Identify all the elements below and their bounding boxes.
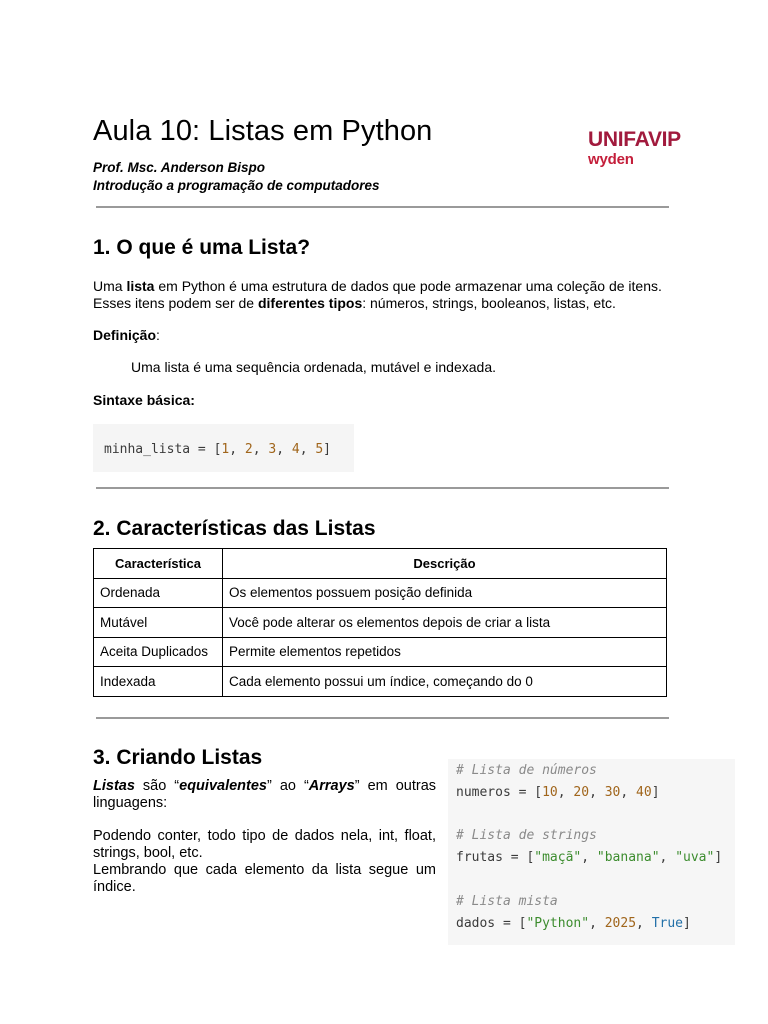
table-header-row: [94, 549, 667, 579]
code-comment: # Lista de strings: [456, 828, 597, 843]
logo-wordmark: UNIFAVIP: [588, 128, 681, 151]
section3-p3: Lembrando que cada elemento da lista segue um índice.: [93, 862, 436, 895]
code-line: minha_lista = [1, 2, 3, 4, 5]: [104, 442, 331, 457]
code-line: dados = ["Python", 2025, True]: [456, 916, 691, 931]
author-line: Prof. Msc. Anderson Bispo: [93, 160, 266, 175]
divider: [96, 717, 669, 719]
table-cell: Aceita Duplicados: [94, 637, 223, 667]
code-comment: # Lista de números: [456, 763, 597, 778]
section1-heading: 1. O que é uma Lista?: [93, 236, 311, 259]
table-row: [94, 578, 667, 608]
code-line: numeros = [10, 20, 30, 40]: [456, 785, 660, 800]
section3-heading: 3. Criando Listas: [93, 746, 263, 769]
logo-subbrand: wyden: [588, 151, 634, 168]
section3-p1: Listas são “equivalentes” ao “Arrays” em outras linguagens:: [93, 778, 437, 811]
syntax-label: Sintaxe básica:: [93, 392, 195, 408]
characteristics-table: [93, 548, 667, 697]
section3-text: [93, 778, 436, 896]
section1-intro: Uma lista em Python é uma estrutura de dados que pode armazenar uma coleção de itens.: [93, 278, 662, 294]
divider: [96, 206, 669, 208]
table-cell: Ordenada: [94, 578, 223, 608]
section3-p2: Podendo conter, todo tipo de dados nela, int, float, strings, bool, etc.: [93, 828, 436, 861]
unifavip-logo: [588, 128, 681, 168]
section1-intro2: Esses itens podem ser de diferentes tipos: números, strings, booleanos, listas, etc.: [93, 295, 616, 311]
definition-text: Uma lista é uma sequência ordenada, mutável e indexada.: [131, 359, 496, 375]
table-row: [94, 637, 667, 667]
course-line: Introdução a programação de computadores: [93, 178, 380, 193]
table-cell: Indexada: [94, 667, 223, 697]
table-cell: Mutável: [94, 608, 223, 638]
table-cell: Você pode alterar os elementos depois de criar a lista: [223, 608, 667, 638]
table-header-cell: Característica: [94, 549, 223, 579]
definition-label: Definição:: [93, 327, 160, 343]
table-cell: Os elementos possuem posição definida: [223, 578, 667, 608]
table-row: [94, 667, 667, 697]
section2-heading: 2. Características das Listas: [93, 517, 376, 540]
code-line: frutas = ["maçã", "banana", "uva"]: [456, 850, 723, 865]
divider: [96, 487, 669, 489]
page-title: Aula 10: Listas em Python: [93, 115, 433, 147]
table-row: [94, 608, 667, 638]
code-block-examples: [448, 759, 735, 945]
code-block-syntax: [93, 424, 354, 472]
table-header-cell: Descrição: [223, 549, 667, 579]
table-cell: Cada elemento possui um índice, começando do 0: [223, 667, 667, 697]
table-cell: Permite elementos repetidos: [223, 637, 667, 667]
code-comment: # Lista mista: [456, 894, 558, 909]
